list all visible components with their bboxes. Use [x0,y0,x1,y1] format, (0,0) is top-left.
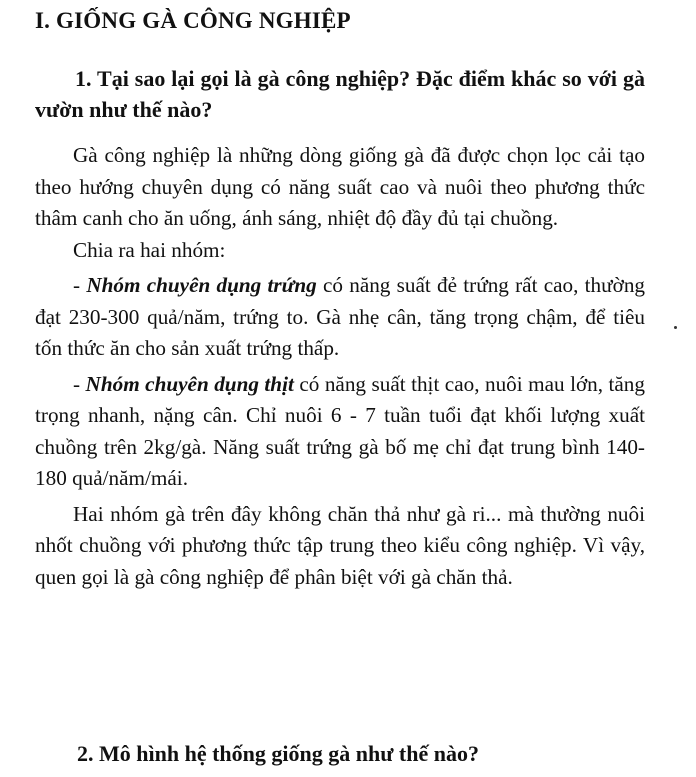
paragraph-definition: Gà công nghiệp là những dòng giống gà đã được chọn lọc cải tạo theo hướng chuyên dụng có năng suất cao và nuôi theo phương thức thâm canh cho ăn uống, ánh sáng, nhiệt độ đầy đủ tại chuồng. [35,143,645,230]
section-title: I. GIỐNG GÀ CÔNG NGHIỆP [35,8,351,33]
egg-group-text: có năng suất đẻ trứng rất cao, thường đạt 230-300 quả/năm, trứng to. Gà nhẹ cân, tăng trọng chậm, để tiêu tốn thức ăn cho sản xuất trứng thấp. [35,273,646,360]
meat-group-dash: - [73,371,86,396]
body-text [35,140,645,593]
question-heading-2: 2. Mô hình hệ thống giống gà như thế nào? [77,741,479,766]
scan-speck [674,326,677,329]
paragraph-meat-group [35,369,645,495]
paragraph-groups-intro: Chia ra hai nhóm: [73,237,226,262]
egg-group-lead: Nhóm chuyên dụng trứng [86,273,317,297]
paragraph-conclusion: Hai nhóm gà trên đây không chăn thả như gà ri... mà thường nuôi nhốt chuồng với phương thức tập trung theo kiểu công nghiệp. Vì vậy, quen gọi là gà công nghiệp để phân biệt với gà chăn thả. [35,501,645,589]
meat-group-text: có năng suất thịt cao, nuôi mau lớn, tăng trọng nhanh, nặng cân. Chỉ nuôi 6 - 7 tuần tuổi đạt khối lượng xuất chuồng trên 2kg/gà. Năng suất trứng gà bố mẹ chỉ đạt trung bình 140-180 quả/năm/mái. [35,371,645,490]
meat-group-lead: Nhóm chuyên dụng thịt [85,371,294,396]
paragraph-egg-group [35,270,645,365]
egg-group-dash: - [73,273,87,297]
question-heading-1: 1. Tại sao lại gọi là gà công nghiệp? Đặc điểm khác so với gà vườn như thế nào? [35,66,645,122]
